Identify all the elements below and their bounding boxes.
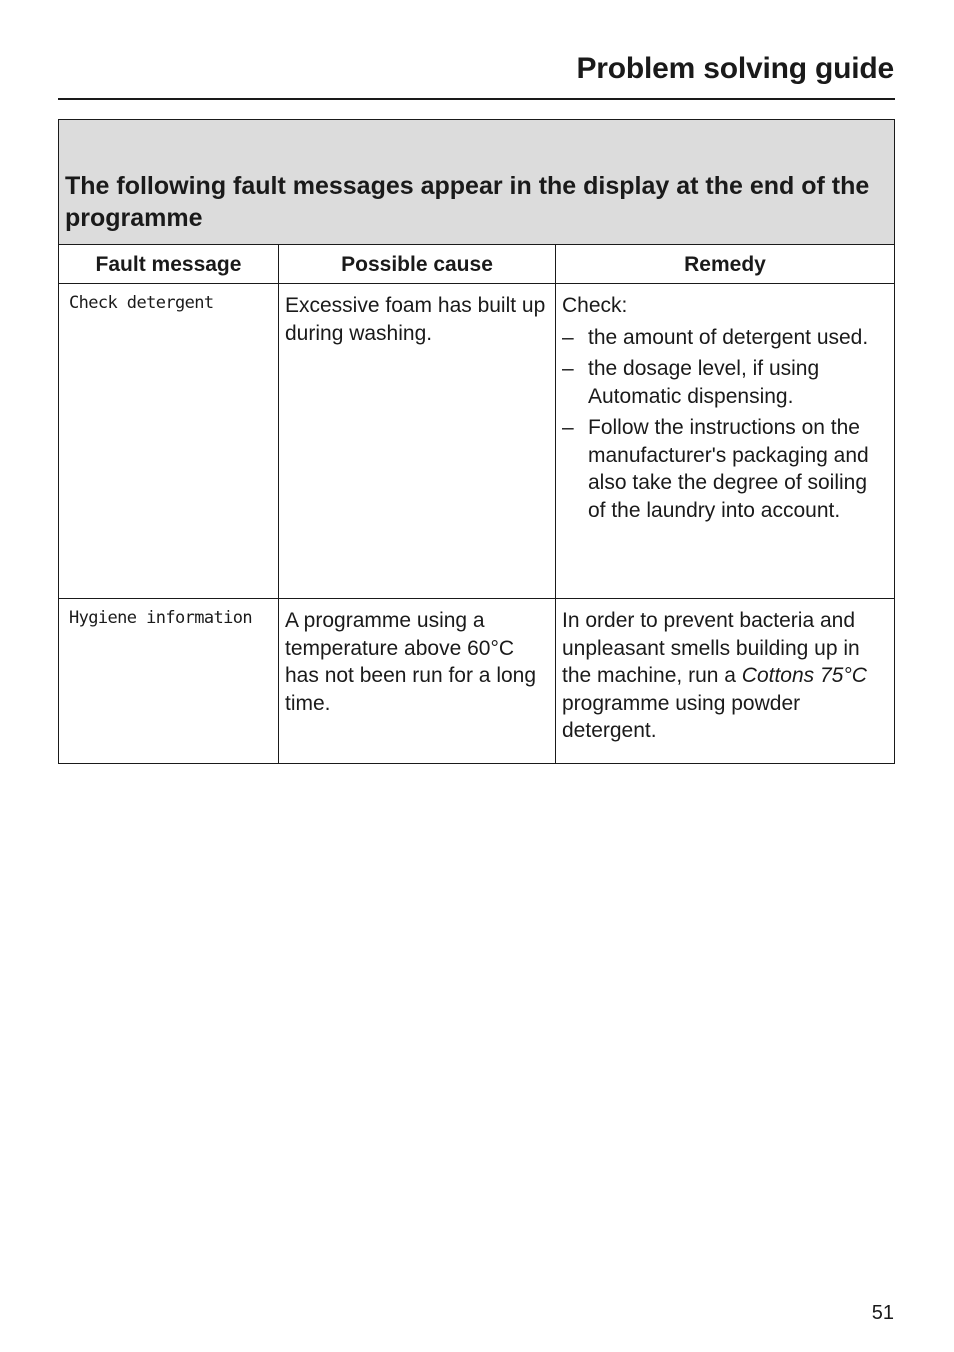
remedy-list: [562, 324, 888, 525]
list-item-text: the dosage level, if using Automatic dispensing.: [588, 357, 820, 408]
programme-name: Cottons 75°C: [741, 664, 867, 687]
dash-bullet: –: [562, 416, 574, 439]
remedy-text-start: In order to prevent bacteria and unpleasant smells building up in the machine, run a: [562, 609, 860, 687]
list-item-text: the amount of detergent used.: [588, 325, 869, 349]
dash-bullet: –: [562, 357, 574, 380]
possible-cause-cell: Excessive foam has built up during washing.: [279, 284, 556, 599]
column-header-fault-message: Fault message: [59, 245, 279, 284]
table-section-heading: The following fault messages appear in the display at the end of the programme: [59, 120, 895, 245]
fault-message-cell: Check detergent: [59, 284, 279, 599]
list-item: [562, 324, 888, 352]
table-row: [59, 599, 895, 764]
page-title: Problem solving guide: [576, 52, 894, 85]
dash-bullet: –: [562, 325, 574, 349]
title-divider: [58, 98, 895, 100]
fault-message-cell: Hygiene information: [59, 599, 279, 764]
list-item-text: Follow the instructions on the manufacturer's packaging and also take the degree of soiling of the laundry into account.: [588, 416, 869, 522]
possible-cause-cell: A programme using a temperature above 60°C has not been run for a long time.: [279, 599, 556, 764]
remedy-cell: [556, 284, 895, 599]
column-header-possible-cause: Possible cause: [279, 245, 556, 284]
remedy-text-end: programme using powder detergent.: [562, 691, 801, 742]
column-header-remedy: Remedy: [556, 245, 895, 284]
page-number: 51: [871, 1302, 894, 1324]
list-item: [562, 414, 888, 524]
table-row: [59, 284, 895, 599]
remedy-intro: Check:: [562, 294, 628, 317]
remedy-cell: [556, 599, 895, 764]
list-item: [562, 355, 888, 410]
fault-message-table: [58, 119, 895, 764]
